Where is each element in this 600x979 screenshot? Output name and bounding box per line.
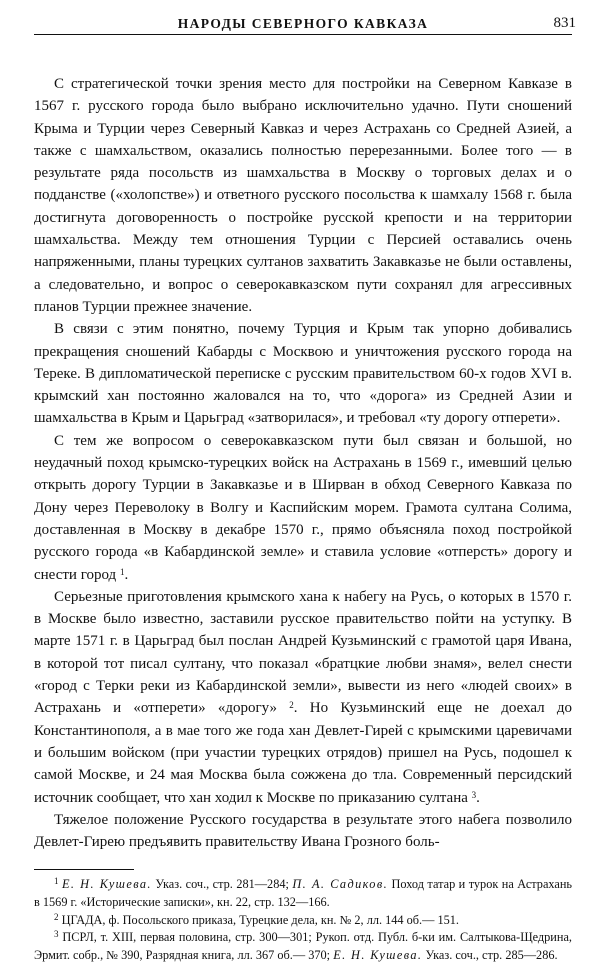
paragraph: С тем же вопросом о северокавказском пути был связан и большой, но неудачный поход крымско-турецких войск на Астрахань в 1569 г., имевший целью открыть дорогу Турции в Закавказье и в Ширван в обход Северного Кавказа по Дону через Переволоку в Волгу и Каспийским морем. Грамота султана Солима, доставленная в Москву в декабре 1570 г., прямо объясняла поход постройкой русского города «в Кабардинской земле» и ставила условие «отперсть» дорогу и снести город $^1$.: [34, 432, 572, 583]
footnotes: [34, 869, 572, 964]
footnote: [34, 929, 572, 964]
author-name: Е. Н. Кушева.: [61, 877, 152, 892]
author-name: П. А. Садиков.: [292, 877, 389, 892]
main-text: [34, 73, 572, 853]
footnote-text: Указ. соч., стр. 285—286.: [425, 947, 558, 962]
footnote: [34, 912, 572, 930]
footnote-mark: 1: [54, 876, 59, 887]
footnote-ref: 1: [119, 566, 125, 577]
footnote-text: Поход татар и турок на Астрахань в 1569 г. «Исторические записки», кн. 22, стр. 132—166.: [34, 877, 573, 909]
footnote-ref: 2: [289, 700, 294, 711]
footnote-ref: 3: [471, 789, 477, 800]
paragraph-text: Но Кузьминский еще не доехал до Константинополя, а в мае того же года хан Девлет-Гирей с крымскими царевичами и большим войском (при участии турецких отрядов) пришел на Русь, подошел к самой Москве, и 24 мая Москва была сожжена до тла. Современный персидский источник сообщает, что хан ходил к Москве по приказанию султана: [34, 700, 573, 806]
paragraph-text: Серьезные приготовления крымского хана к набегу на Русь, о которых в 1570 г. в Москве было известно, заставили русское правительство пойти на уступку. В марте 1571 г. в Царьград был послан Андрей Кузьминский с грамотой царя Ивана, в которой тот писал султану, что показал «братцкие любви знамя», велел снести «город с Терки реки из Кабардинской земли», вывести из него «людей своих» в Астрахань и «отперети» «дорогу»: [34, 588, 572, 717]
running-title: НАРОДЫ СЕВЕРНОГО КАВКАЗА: [177, 16, 429, 31]
paragraph: С стратегической точки зрения место для постройки на Северном Кавказе в 1567 г. русского города было выбрано исключительно удачно. Пути сношений Крыма и Турции через Северный Кавказ и через Астрахань со Средней Азией, а также с шамхальством, оказались полностью перерезанными. Более того — в результате ряда посольств из шамхальства в Москву о торговых делах и о подданстве («холопстве») и ответного русского посольства к шамхалу 1568 г. была достигнута договоренность о постройке русской крепости и на территории шамхальства. Между тем отношения Турции с Персией оставались очень напряженными, планы турецких султанов захватить Закавказье не были оставлены, а следовательно, и вопрос о северокавказском пути сохранял для агрессивных планов Турции прежнее значение.: [34, 76, 572, 315]
page-header: [34, 15, 576, 35]
footnote-text: ПСРЛ, т. XIII, первая половина, стр. 300—301; Рукоп. отд. Публ. б-ки им. Салтыкова-Щедрина, Эрмит. собр., № 390, Разрядная книга, лл. 367 об.— 370;: [34, 930, 572, 962]
footnote: [34, 876, 572, 911]
book-page: [34, 15, 576, 966]
paragraph: Тяжелое положение Русского государства в результате этого набега позволило Девлет-Гирею предъявить правительству Ивана Грозного боль-: [34, 811, 572, 851]
footnote-mark: 3: [54, 929, 59, 940]
paragraph-text: С тем же вопросом о северокавказском пути был связан и большой, но неудачный поход крымско-турецких войск на Астрахань в 1569 г., имевший целью открыть дорогу Турции в Закавказье и в Ширван в обход Северного Кавказа по Дону через Переволоку в Волгу и Каспийским морем. Грамота султана Солима, доставленная в Москву в декабре 1570 г., прямо объясняла поход постройкой русского города «в Кабардинской земле» и ставила условие «отперсть» дорогу и снести город: [34, 432, 572, 583]
footnote-text: ЦГАДА, ф. Посольского приказа, Турецкие дела, кн. № 2, лл. 144 об.— 151.: [61, 912, 459, 927]
paragraph: Серьезные приготовления крымского хана к набегу на Русь, о которых в 1570 г. в Москве было известно, заставили русское правительство пойти на уступку. В марте 1571 г. в Царьград был послан Андрей Кузьминский с грамотой царя Ивана, в которой тот писал султану, что показал «братцкие любви знамя», велел снести «город с Терки реки из Кабардинской земли», вывести из него «людей своих» в Астрахань и «отперети» «дорогу» $^2$. Но Кузьминский еще не доехал до Константинополя, а в мае того же года хан Девлет-Гирей с крымскими царевичами и большим войском (при участии турецких отрядов) пришел на Русь, подошел к самой Москве, и 24 мая Москва была сожжена до тла. Современный персидский источник сообщает, что хан ходил к Москве по приказанию султана $^3$.: [34, 588, 573, 806]
author-name: Е. Н. Кушева.: [333, 947, 423, 962]
footnote-text: Указ. соч., стр. 281—284;: [155, 877, 289, 892]
footnote-mark: 2: [54, 911, 59, 922]
paragraph: В связи с этим понятно, почему Турция и Крым так упорно добивались прекращения сношений Кабарды с Москвою и уничтожения русского города на Тереке. В дипломатической переписке с русским правительством 60-х годов XVI в. крымский хан постоянно жаловался на то, что «дорога» из Средней Азии и шамхальства в Крым и Царьград «затворилася», и требовал «ту дорогу отперети».: [34, 321, 572, 427]
page-number: 831: [553, 15, 576, 31]
